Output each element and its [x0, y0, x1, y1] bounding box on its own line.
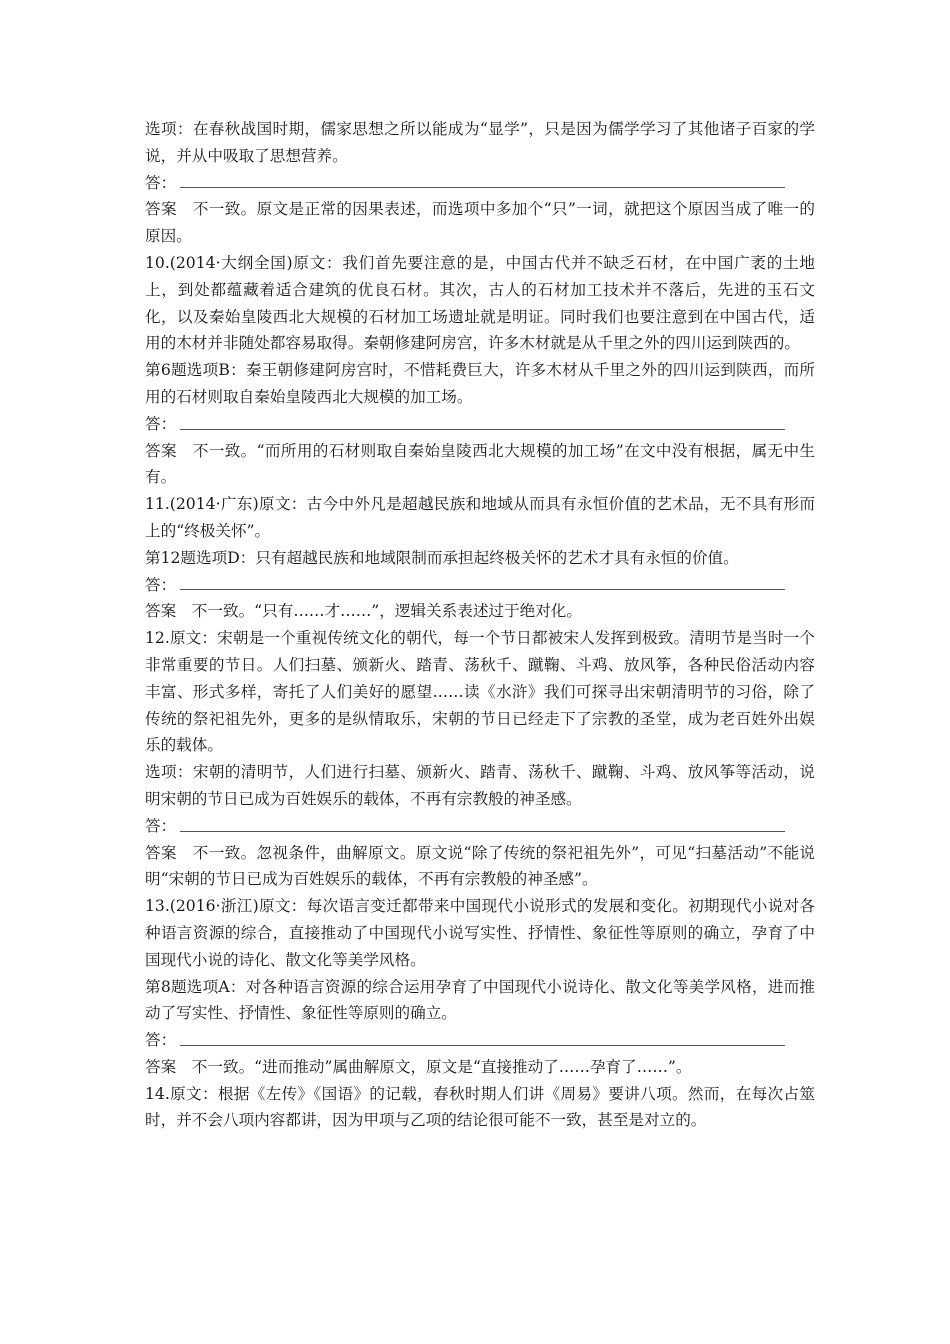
answer-label: 答： — [145, 173, 177, 192]
question-11-option: 第12题选项D：只有超越民族和地域限制而承担起终极关怀的艺术才具有永恒的价值。 — [145, 548, 739, 567]
answer-rule — [180, 186, 785, 188]
answer-label: 答： — [145, 414, 177, 433]
question-10-option: 第6题选项B：秦王朝修建阿房宫时，不惜耗费巨大，许多木材从千里之外的四川运到陕西，而所用的石材则取自秦始皇陵西北大规模的加工场。 — [145, 361, 815, 406]
question-13-source: 13.(2016·浙江)原文：每次语言变迁都带来中国现代小说形式的发展和变化。初期现代小说对各种语言资源的综合，直接推动了中国现代小说写实性、抒情性、象征性等原则的确立，孕育了中国现代小说的诗化、散文化等美学风格。 — [145, 897, 815, 969]
document-page — [145, 116, 815, 1134]
answer-blank[interactable] — [145, 1027, 815, 1054]
question-13-option: 第8题选项A：对各种语言资源的综合运用孕育了中国现代小说诗化、散文化等美学风格，进而推动了写实性、抒情性、象征性等原则的确立。 — [145, 977, 815, 1023]
answer-blank[interactable] — [145, 170, 815, 197]
option-text: 选项：在春秋战国时期，儒家思想之所以能成为“显学”，只是因为儒学学习了其他诸子百家的学说，并从中吸取了思想营养。 — [145, 120, 815, 165]
answer-rule — [180, 588, 785, 590]
answer-blank[interactable] — [145, 572, 815, 599]
answer-label: 答： — [145, 816, 177, 835]
question-10-source: 10.(2014·大纲全国)原文：我们首先要注意的是，中国古代并不缺乏石材，在中国广袤的土地上，到处都蕴藏着适合建筑的优良石材。其次，古人的石材加工技术并不落后，先进的玉石文化，以及秦始皇陵西北大规模的石材加工场遗址就是明证。同时我们也要注意到在中国古代，适用的木材并非随处都容易取得。秦朝修建阿房宫，许多木材就是从千里之外的四川运到陕西的。 — [145, 253, 815, 353]
answer-blank[interactable] — [145, 813, 815, 840]
answer-rule — [180, 428, 785, 430]
answer-key: 答案 不一致。“进而推动”属曲解原文，原文是“直接推动了……孕育了……”。 — [145, 1057, 692, 1076]
answer-key: 答案 不一致。原文是正常的因果表述，而选项中多加个“只”一词，就把这个原因当成了唯一的原因。 — [145, 200, 815, 246]
answer-label: 答： — [145, 1031, 177, 1050]
question-14-source: 14.原文：根据《左传》《国语》的记载，春秋时期人们讲《周易》要讲八项。然而，在每次占筮时，并不会八项内容都讲，因为甲项与乙项的结论很可能不一致，甚至是对立的。 — [145, 1084, 815, 1130]
answer-blank[interactable] — [145, 411, 815, 438]
answer-rule — [180, 830, 785, 832]
answer-key: 答案 不一致。忽视条件，曲解原文。原文说“除了传统的祭祀祖先外”，可见“扫墓活动”不能说明“宋朝的节日已成为百姓娱乐的载体，不再有宗教般的神圣感”。 — [145, 843, 815, 889]
answer-label: 答： — [145, 575, 177, 594]
answer-key: 答案 不一致。“而所用的石材则取自秦始皇陵西北大规模的加工场”在文中没有根据，属无中生有。 — [145, 441, 815, 487]
question-12-source: 12.原文：宋朝是一个重视传统文化的朝代，每一个节日都被宋人发挥到极致。清明节是当时一个非常重要的节日。人们扫墓、颁新火、踏青、荡秋千、蹴鞠、斗鸡、放风筝，各种民俗活动内容丰富、形式多样，寄托了人们美好的愿望……读《水浒》我们可探寻出宋朝清明节的习俗，除了传统的祭祀祖先外，更多的是纵情取乐，宋朝的节日已经走下了宗教的圣堂，成为老百姓外出娱乐的载体。 — [145, 629, 815, 755]
question-11-source: 11.(2014·广东)原文：古今中外凡是超越民族和地域从而具有永恒价值的艺术品，无不具有形而上的“终极关怀”。 — [145, 495, 815, 540]
question-12-option: 选项：宋朝的清明节，人们进行扫墓、颁新火、踏青、荡秋千、蹴鞠、斗鸡、放风筝等活动，说明宋朝的节日已成为百姓娱乐的载体，不再有宗教般的神圣感。 — [145, 763, 815, 808]
answer-key: 答案 不一致。“只有……才……”，逻辑关系表述过于绝对化。 — [145, 602, 582, 621]
answer-rule — [180, 1044, 785, 1046]
